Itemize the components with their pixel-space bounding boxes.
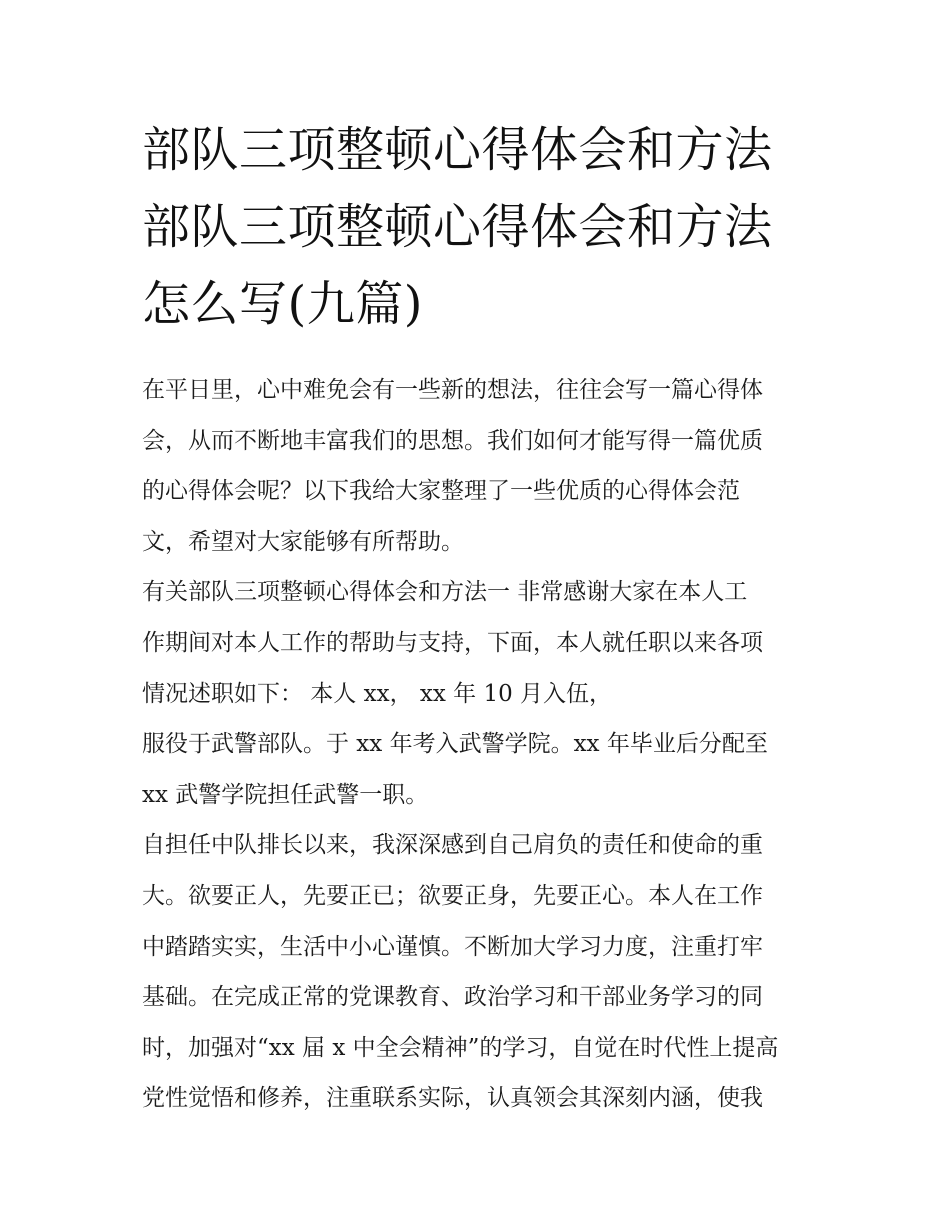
duty-paragraph (142, 820, 822, 1124)
text-line: 作期间对本人工作的帮助与支持，下面，本人就任职以来各项 (142, 629, 763, 656)
service-paragraph (142, 719, 822, 820)
text-line: 服役于武警部队。于 xx 年考入武警学院。xx 年毕业后分配至 (142, 731, 768, 758)
document-title (142, 112, 822, 343)
text-line: 党性觉悟和修养，注重联系实际，认真领会其深刻内涵，使我 (142, 1085, 763, 1112)
document-content (142, 112, 822, 1124)
text-line: 基础。在完成正常的党课教育、政治学习和干部业务学习的同 (142, 984, 763, 1011)
intro-paragraph (142, 365, 822, 567)
text-line: 大。欲要正人，先要正已；欲要正身，先要正心。本人在工作 (142, 882, 763, 909)
text-line: 在平日里，心中难免会有一些新的想法，往往会写一篇心得体 (142, 377, 763, 403)
text-line: 有关部队三项整顿心得体会和方法一 非常感谢大家在本人工 (142, 579, 748, 606)
title-line: 怎么写(九篇) (142, 276, 423, 332)
document-body (142, 365, 822, 1124)
text-line: 会，从而不断地丰富我们的思想。我们如何才能写得一篇优质 (142, 427, 763, 454)
text-line: 文，希望对大家能够有所帮助。 (142, 528, 464, 555)
section-one-paragraph (142, 567, 822, 719)
title-line: 部队三项整顿心得体会和方法 (142, 122, 773, 178)
text-line: 时，加强对“xx 届 x 中全会精神”的学习，自觉在时代性上提高 (142, 1034, 779, 1061)
text-line: xx 武警学院担任武警一职。 (142, 781, 429, 808)
text-line: 中踏踏实实，生活中小心谨慎。不断加大学习力度，注重打牢 (142, 933, 763, 960)
text-line: 自担任中队排长以来，我深深感到自己肩负的责任和使命的重 (142, 832, 763, 859)
text-line: 的心得体会呢？以下我给大家整理了一些优质的心得体会范 (142, 478, 740, 505)
text-line: 情况述职如下： 本人 xx， xx 年 10 月入伍， (142, 680, 613, 707)
title-line: 部队三项整顿心得体会和方法 (142, 199, 773, 255)
